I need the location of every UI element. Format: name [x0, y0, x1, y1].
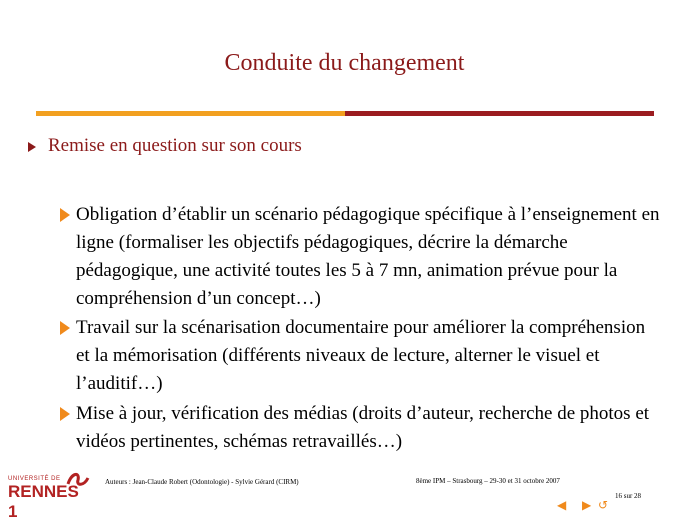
- main-bullet-text: Remise en question sur son cours: [48, 135, 302, 156]
- page-counter: 16 sur 28: [615, 492, 642, 500]
- bullet-triangle-icon: [60, 208, 70, 222]
- sub-bullet-2: [60, 314, 660, 398]
- next-slide-icon[interactable]: ▶: [582, 498, 592, 512]
- sub-bullet-1: [60, 201, 660, 313]
- footer-authors: Auteurs : Jean-Claude Robert (Odontologie) - Sylvie Gérard (CIRM): [105, 478, 299, 486]
- return-icon[interactable]: ↺: [598, 498, 609, 512]
- bullet-triangle-icon: [60, 321, 70, 335]
- sub-bullet-3: [60, 400, 660, 456]
- footer-event: 8ème IPM – Strasbourg – 29-30 et 31 octobre 2007: [416, 477, 560, 485]
- bullet-triangle-icon: [28, 142, 36, 152]
- university-logo: [8, 470, 90, 521]
- bullet-triangle-icon: [60, 407, 70, 421]
- prev-slide-icon[interactable]: ◀: [557, 498, 567, 512]
- title-rule-red: [345, 111, 654, 116]
- title-rule-orange: [36, 111, 345, 116]
- logo-mark-icon: [66, 470, 90, 490]
- sub-bullet-text: Mise à jour, vérification des médias (droits d’auteur, recherche de photos et vidéos pertinentes, schémas retravaillés…): [76, 403, 650, 452]
- logo-line1: UNIVERSITÉ DE: [8, 476, 61, 482]
- sub-bullet-text: Travail sur la scénarisation documentaire pour améliorer la compréhension et la mémorisation (différents niveaux de lecture, alterner le visuel et l’auditif…): [76, 317, 646, 394]
- logo-line2: RENNES 1: [8, 482, 79, 521]
- main-bullet: [28, 135, 302, 157]
- slide-title: Conduite du changement: [224, 50, 465, 76]
- sub-bullet-text: Obligation d’établir un scénario pédagogique spécifique à l’enseignement en ligne (formaliser les objectifs pédagogiques, décrire la démarche pédagogique, une activité toutes les 5 à 7 mn, animation prévue pour la compréhension d’un concept…): [76, 204, 660, 309]
